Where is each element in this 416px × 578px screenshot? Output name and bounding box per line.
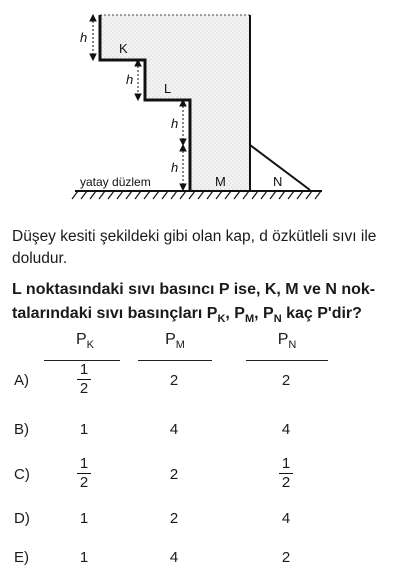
question-line-1: L noktasındaki sıvı basıncı P ise, K, M ve N nok- [12,281,376,298]
option-label: C) [14,466,30,483]
option-value-pk [64,361,104,398]
fraction [77,455,91,492]
option-row-d[interactable] [0,499,416,539]
header-pn: $P_N$ [277,331,297,352]
label-h-3: h [171,116,179,131]
fraction-denominator: 2 [281,474,291,491]
question-stem: Düşey kesiti şekildeki gibi olan kap, d özkütleli sıvı ile doludur. [12,228,377,267]
label-L: L [164,81,172,96]
option-value-pm: 2 [169,372,179,389]
option-value-pn [266,455,306,492]
fraction [279,455,293,492]
fraction [77,361,91,398]
option-label: A) [14,372,29,389]
fraction-denominator: 2 [79,474,89,491]
option-value-pk: 1 [79,549,89,566]
option-label: E) [14,549,29,566]
label-h-2: h [126,72,134,87]
option-label: B) [14,421,29,438]
question-sub-M: M [244,313,255,326]
option-row-c[interactable] [0,455,416,495]
option-value-pk: 1 [79,421,89,438]
label-N: N [273,174,283,189]
question-text: L noktasındaki sıvı basıncı P ise, K, M ve N nok- talarındaki sıvı basınçları $P_K$, $P_M$, $P_N$ kaç P'dir? [12,281,376,326]
option-value-pm: 4 [169,421,179,438]
option-value-pm: 4 [169,549,179,566]
fraction-denominator: 2 [79,380,89,397]
option-value-pk [64,455,104,492]
header-pm: $P_M$ [165,331,185,352]
header-pk: $P_K$ [75,331,94,352]
label-h-1: h [80,30,88,45]
container-diagram [0,0,416,215]
option-row-b[interactable] [0,410,416,450]
option-row-a[interactable] [0,361,416,401]
label-K: K [119,41,128,56]
question-line-2-suffix: kaç P'dir? [281,305,362,322]
question-line-2-prefix: talarındaki sıvı basınçları P [12,305,218,322]
fraction-numerator: 1 [77,455,91,474]
label-h-4: h [171,160,179,175]
ground-hatch [72,191,321,199]
label-M: M [215,174,226,189]
option-value-pm: 2 [169,466,179,483]
option-value-pn: 4 [281,510,291,527]
label-ground: yatay düzlem [80,175,151,189]
option-value-pn: 2 [281,372,291,389]
question-p-n: P [263,305,274,322]
fraction-numerator: 1 [77,361,91,380]
question-p-m: P [234,305,245,322]
option-value-pn: 4 [281,421,291,438]
option-row-e[interactable] [0,538,416,578]
option-label: D) [14,510,30,527]
option-value-pn: 2 [281,549,291,566]
option-value-pm: 2 [169,510,179,527]
question-sub-K: K [217,313,226,326]
fraction-numerator: 1 [279,455,293,474]
question-sub-N: N [273,313,282,326]
option-value-pk: 1 [79,510,89,527]
